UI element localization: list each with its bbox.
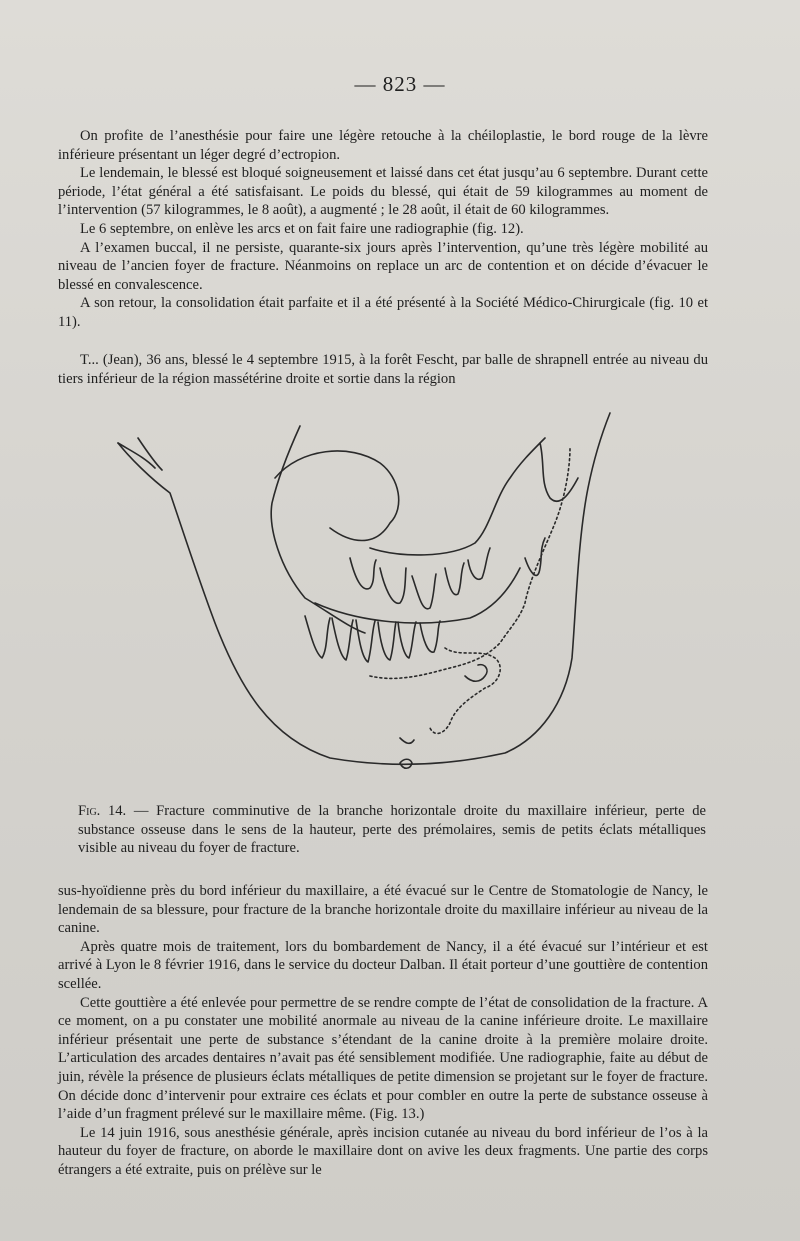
paragraph: T... (Jean), 36 ans, blessé le 4 septembre 1915, à la forêt Fescht, par balle de shrapnell entrée au niveau du tiers inférieur de la région massétérine droite et sortie dans la région bbox=[58, 352, 708, 387]
orbit-curve bbox=[275, 451, 399, 541]
fracture-fragment bbox=[430, 648, 500, 733]
maxilla-contour bbox=[370, 438, 545, 555]
right-ramus bbox=[540, 443, 578, 501]
paragraph: Après quatre mois de traitement, lors du bombardement de Nancy, il a été évacué sur l’intérieur et est arrivé à Lyon le 8 février 1916, dans le service du docteur Dalban. Il était porteur d’une gouttière de contention scellée. bbox=[58, 938, 708, 992]
left-ramus bbox=[118, 438, 162, 470]
zygoma-left bbox=[271, 426, 365, 633]
text-block-case bbox=[58, 351, 708, 388]
mandible-drawing bbox=[100, 408, 660, 798]
paragraph: A l’examen buccal, il ne persiste, quarante-six jours après l’intervention, qu’une très légère mobilité au niveau de l’ancien foyer de fracture. Néanmoins on replace un arc de contention et on décide d’évacuer le blessé en convalescence. bbox=[58, 239, 708, 293]
paragraph: Le 14 juin 1916, sous anesthésie générale, après incision cutanée au niveau du bord inférieur de l’os à la hauteur du foyer de fracture, on aborde le maxillaire dont on avive les deux fragments. Une partie des corps étrangers a été extraite, puis on prélève sur le bbox=[58, 1124, 708, 1178]
text-block-bottom bbox=[58, 882, 708, 1180]
paragraph: A son retour, la consolidation était parfaite et il a été présenté à la Société Médico-Chirurgicale (fig. 10 et 11). bbox=[58, 295, 708, 330]
upper-molars bbox=[350, 558, 436, 609]
caption-text: — Fracture comminutive de la branche horizontale droite du maxillaire inférieur, perte de substance osseuse dans le sens de la hauteur, perte des prémolaires, semis de petits éclats métalliques visible au niveau du foyer de fracture. bbox=[78, 803, 706, 857]
paragraph: Le lendemain, le blessé est bloqué soigneusement et laissé dans cet état jusqu’au 6 septembre. Durant cette période, l’état général a été satisfaisant. Le poids du blessé, qui était de 59 kilogrammes au moment de l’intervention (57 kilogrammes, le 8 août), a augmenté ; le 28 août, il était de 60 kilogrammes. bbox=[58, 165, 708, 219]
figure-caption bbox=[78, 802, 706, 858]
paragraph: On profite de l’anesthésie pour faire une légère retouche à la chéiloplastie, le bord rouge de la lèvre inférieure présentant un léger degré d’ectropion. bbox=[58, 128, 708, 163]
paragraph: Le 6 septembre, on enlève les arcs et on fait faire une radiographie (fig. 12). bbox=[80, 220, 524, 237]
paragraph: sus-hyoïdienne près du bord inférieur du maxillaire, a été évacué sur le Centre de Stomatologie de Nancy, le lendemain de sa blessure, pour fracture de la branche horizontale droite du maxillaire inférieur au niveau de la canine. bbox=[58, 883, 708, 937]
lower-canine bbox=[420, 621, 440, 652]
text-block-top bbox=[58, 127, 708, 332]
paragraph: Cette gouttière a été enlevée pour permettre de se rendre compte de l’état de consolidation de la fracture. A ce moment, on a pu constater une mobilité anormale au niveau de la canine inférieure droite. Le maxillaire inférieur présentait une perte de substance s’étendant de la canine droite à la première molaire droite. L’articulation des arcades dentaires n’avait pas été sensiblement modifiée. Une radiographie, faite au début de juin, révèle la présence de plusieurs éclats métalliques de petite dimension se projetant sur le foyer de fracture. On décide donc d’intervenir pour extraire ces éclats et pour combler en outre la perte de substance osseuse à l’aide d’un fragment prélevé sur le maxillaire même. (Fig. 13.) bbox=[58, 994, 708, 1123]
figure-label: Fig. 14. bbox=[78, 803, 127, 819]
upper-teeth-right bbox=[445, 548, 490, 595]
page-number: — 823 — bbox=[354, 72, 446, 96]
palate-line bbox=[315, 568, 520, 623]
fragment-outline bbox=[465, 665, 487, 682]
